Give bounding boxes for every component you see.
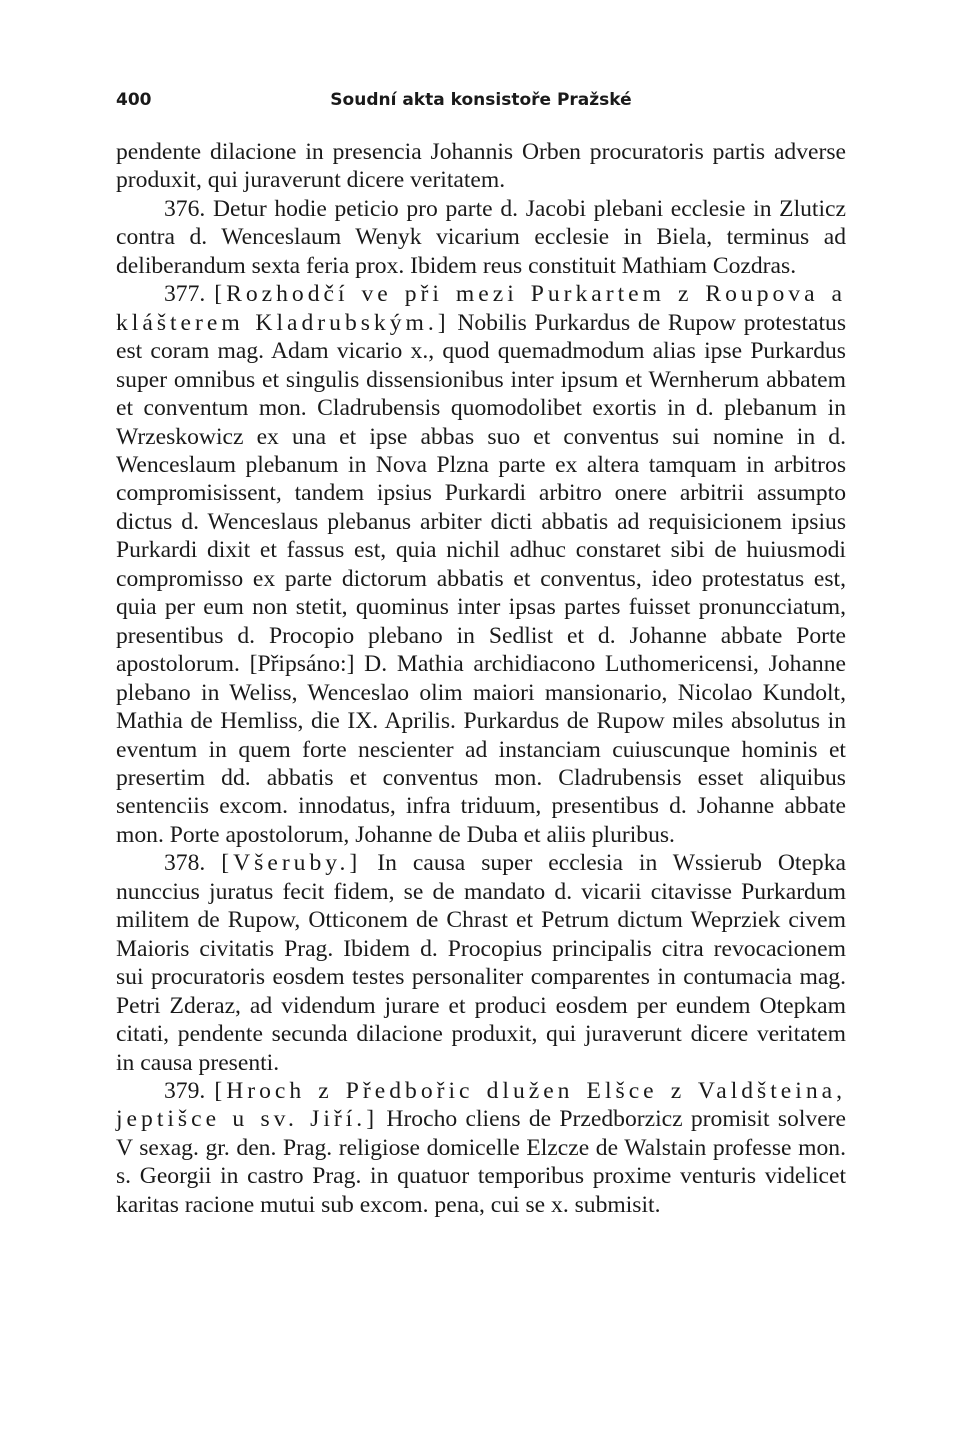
- entry-text: In causa super ecclesia in Wssierub Otepka nunccius juratus fecit fidem, se de mandato d. vicarii citavisse Purkardum militem de Rupow, Otticonem de Chrast et Petrum dictum Weprziek civem Maioris civitatis Prag. Ibidem d. Procopius principalis citra revocacionem sui procuratoris eosdem testes personaliter comparentes in contumacia mag. Petri Zderaz, ad videndum jurare et produci eosdem per eundem Otepkam citati, pendente secunda dilacione produxit, qui juraverunt dicere veritatem in causa presenti.: [116, 850, 846, 1076]
- entry-number: 377.: [164, 281, 206, 308]
- entry-378: [116, 849, 846, 1077]
- entry-number: 379.: [164, 1077, 206, 1104]
- entry-text: Hrocho cliens de Przedborzicz promisit solvere V sexag. gr. den. Prag. religiose domicelle Elzcze de Walstain professe mon. s. Georgii in castro Prag. in quatuor temporibus proxime venturis videlicet karitas racione mutui sub excom. pena, cui se x. submisit.: [116, 1106, 846, 1218]
- entry-379: [116, 1077, 846, 1219]
- entry-text: Nobilis Purkardus de Rupow protestatus est coram mag. Adam vicario x., quod quemadmodum alias ipse Purkardus super omnibus et singulis dissensionibus inter ipsum et Wernherum abbatem et conventum mon. Cladrubensis quomodolibet exortis in d. plebanum in Wrzeskowicz ex una et ipse abbas suo et conventus sui nomine in d. Wenceslaum plebanum in Nova Plzna parte ex altera tamquam in arbitros compromisissent, tandem ipsius Purkardi arbitro onere arbitrii assumpto dictus d. Wenceslaus plebanus arbiter dicti abbatis ad requisicionem ipsius Purkardi dixit et fassus est, quia nichil adhuc constaret sibi de huiusmodi compromisso ex parte dictorum abbatis et conventus, ideo protestatus est, quia per eum non stetit, quominus inter ipsas partes fuisset pronuncciatum, presentibus d. Procopio plebano in Sedlist et d. Johanne abbate Porte apostolorum. [Připsáno:] D. Mathia archidiacono Luthomericensi, Johanne plebano in Weliss, Wenceslao olim maiori mansionario, Nicolao Kundolt, Mathia de Hemliss, die IX. Aprilis. Purkardus de Rupow miles absolutus in eventum in quem forte nescienter ad instanciam cuiuscunque hominis et presertim dd. abbatis et conventus mon. Cladrubensis esset aliquibus sentenciis excom. innodatus, infra triduum, presentibus d. Johanne abbate mon. Porte apostolorum, Johanne de Duba et aliis pluribus.: [116, 309, 846, 848]
- page-header: [116, 90, 846, 114]
- body-text: [116, 138, 846, 1219]
- paragraph-continuation: [116, 138, 846, 195]
- entry-376: [116, 195, 846, 280]
- entry-heading: [Rozhodčí ve při mezi Purkartem z Roupova a klášterem Kladrubským.]: [116, 281, 846, 336]
- entry-heading: [Všeruby.]: [221, 850, 362, 877]
- page-number: 400: [116, 90, 152, 110]
- entry-heading: [Hroch z Předbořic dlužen Elšce z Valdšteina, jeptišce u sv. Jiří.]: [116, 1077, 846, 1133]
- entry-number: 378.: [164, 850, 206, 877]
- entry-text: Detur hodie peticio pro parte d. Jacobi plebani ecclesie in Zluticz contra d. Wenceslaum Wenyk vicarium ecclesie in Biela, terminus ad deliberandum sexta feria prox. Ibidem reus constituit Mathiam Cozdras.: [116, 195, 846, 279]
- paragraph-text: pendente dilacione in presencia Johannis Orben procuratoris partis adverse produxit, qui juraverunt dicere veritatem.: [116, 139, 846, 194]
- running-title: Soudní akta konsistoře Pražské: [330, 90, 632, 110]
- entry-number: 376.: [164, 195, 206, 222]
- entry-377: [116, 280, 846, 849]
